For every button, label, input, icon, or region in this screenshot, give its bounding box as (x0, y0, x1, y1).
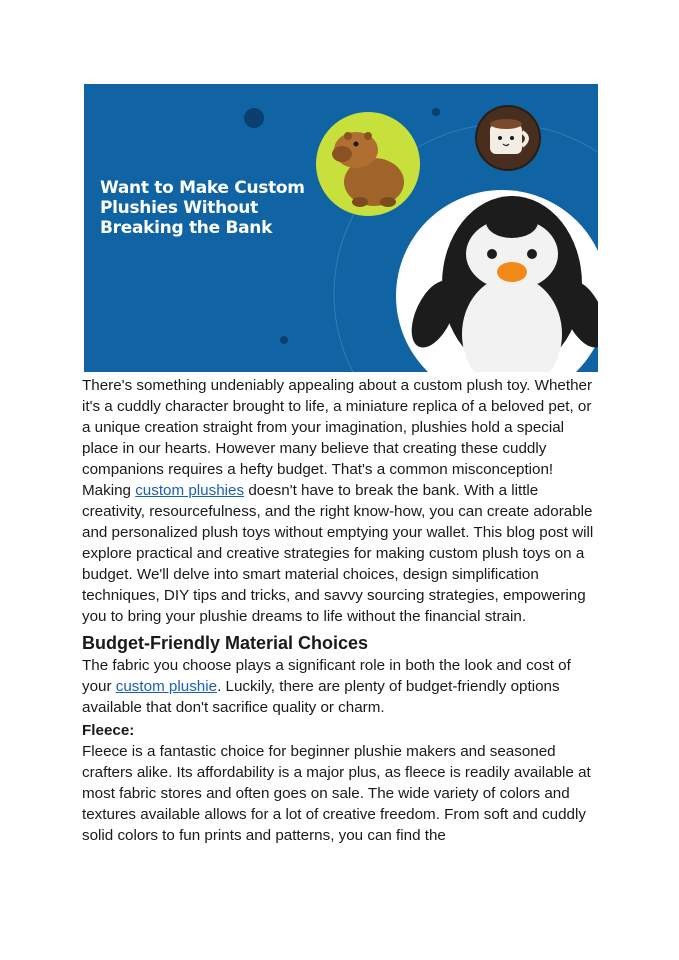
fleece-paragraph: Fleece is a fantastic choice for beginner plushie makers and seasoned crafters alike. Its affordability is a major plus, as fleece is readily available at most fabric stores and often goes on sale. The wide variety of colors and textures available allows for a lot of creative freedom. From soft and cuddly solid colors to fun prints and patterns, you can find the (82, 743, 591, 844)
banner-title-line: Want to Make Custom (100, 178, 305, 198)
intro-text-continued: doesn't have to break the bank. With a little creativity, resourcefulness, and the right know-how, you can create adorable and personalized plush toys without emptying your wallet. This blog post will explore practical and creative strategies for making custom plush toys on a budget. We'll delve into smart material choices, design simplification techniques, DIY tips and tricks, and savvy sourcing strategies, empowering you to bring your plushie dreams to life without the financial strain. (82, 482, 594, 625)
intro-paragraph (82, 375, 594, 627)
hero-banner (84, 84, 598, 372)
coffee-plush-image (475, 105, 541, 171)
materials-paragraph (82, 655, 594, 718)
decorative-dot (280, 336, 288, 344)
custom-plushies-link[interactable]: custom plushies (135, 482, 245, 499)
materials-text: The fabric you choose plays a significant role in both the look and cost of your (82, 657, 571, 695)
decorative-dot (244, 108, 264, 128)
materials-text-continued: . Luckily, there are plenty of budget-friendly options available that don't sacrifice quality or charm. (82, 678, 560, 716)
capybara-plush-image (316, 112, 420, 216)
penguin-plush-image (396, 190, 598, 372)
article-body (82, 375, 594, 846)
custom-plushie-link[interactable]: custom plushie (115, 678, 218, 695)
banner-title-line: Plushies Without (100, 198, 258, 218)
section-heading-materials: Budget-Friendly Material Choices (82, 633, 369, 653)
fleece-heading: Fleece: (82, 722, 135, 739)
intro-text: There's something undeniably appealing about a custom plush toy. Whether it's a cuddly character brought to life, a miniature replica of a beloved pet, or a unique creation straight from your imagination, plushies hold a special place in our hearts. However many believe that creating these cuddly companions requires a hefty budget. That's a common misconception! Making (82, 377, 593, 499)
decorative-dot (432, 108, 440, 116)
banner-title (100, 178, 330, 238)
banner-title-line: Breaking the Bank (100, 218, 273, 238)
